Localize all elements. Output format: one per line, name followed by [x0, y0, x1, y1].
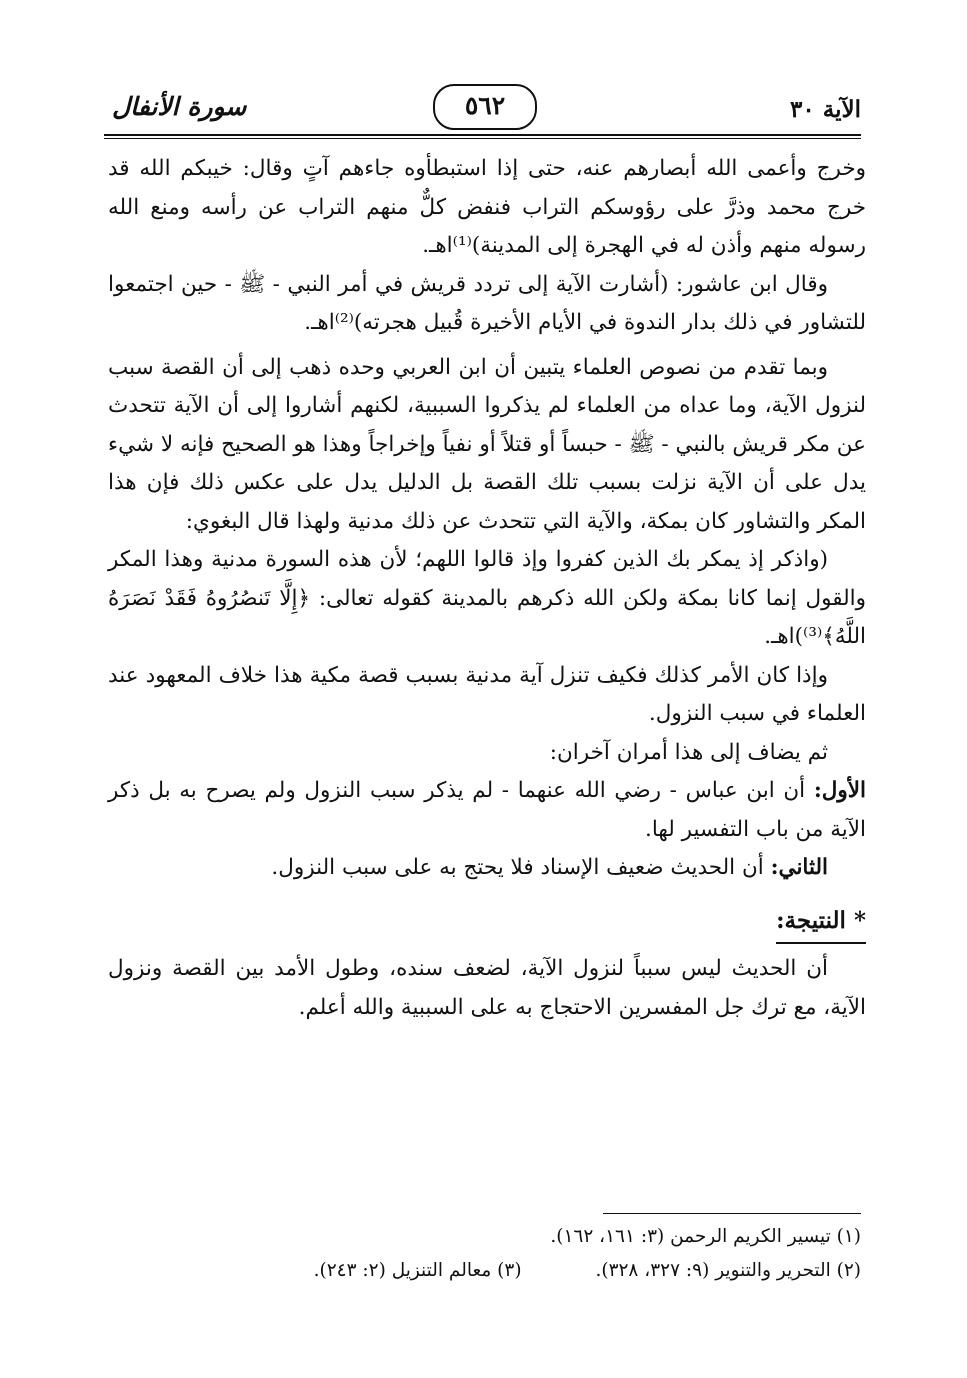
footnote-1: (١) تيسير الكريم الرحمن (٣: ١٦١، ١٦٢).: [550, 1226, 861, 1247]
footnote-row-2: [101, 1256, 861, 1286]
paragraph-1: وخرج وأعمى الله أبصارهم عنه، حتى إذا استبطأوه جاءهم آتٍ وقال: خيبكم الله قد خرج محمد وذرَّ على رؤوسكم التراب فنفض كلٌّ منهم التراب عن رأسه ومنع الله رسوله منهم وأذن له في الهجرة إلى المدينة)⁽¹⁾اهـ.: [108, 156, 866, 258]
result-text: أن الحديث ليس سبباً لنزول الآية، لضعف سنده، وطول الأمد بين القصة ونزول الآية، مع ترك جل المفسرين الاحتجاج به على السببية والله أعلم.: [108, 956, 866, 1020]
footnote-divider: [603, 1213, 861, 1214]
footnote-3: (٣) معالم التنزيل (٢: ٢٤٣).: [313, 1260, 522, 1281]
point-second-text: أن الحديث ضعيف الإسناد فلا يحتج به على سبب النزول.: [271, 855, 764, 880]
paragraph-2: وقال ابن عاشور: (أشارت الآية إلى تردد قريش في أمر النبي - ﷺ - حين اجتمعوا للتشاور في ذلك بدار الندوة في الأيام الأخيرة قُبيل هجرته)⁽²⁾اهـ.: [108, 271, 866, 335]
paragraph-4: (واذكر إذ يمكر بك الذين كفروا وإذ قالوا اللهم؛ لأن هذه السورة مدنية وهذا المكر والقول إنما كانا بمكة ولكن الله ذكرهم بالمدينة كقوله تعالى: ﴿إِلَّا تَنصُرُوهُ فَقَدْ نَصَرَهُ اللَّهُ﴾⁽³⁾)اهـ.: [108, 547, 866, 649]
header-divider: [104, 134, 861, 136]
header-divider-thin: [104, 138, 861, 139]
result-heading-row: [108, 902, 866, 945]
point-first: [108, 772, 866, 849]
paragraph-3: وبما تقدم من نصوص العلماء يتبين أن ابن العربي وحده ذهب إلى أن القصة سبب لنزول الآية، وما عداه من العلماء لم يذكروا السببية، لكنهم أشاروا إلى أن الآية تتحدث عن مكر قريش بالنبي - ﷺ - حبساً أو قتلاً أو نفياً وإخراجاً وهذا هو الصحيح فإنه لا شيء يدل على أن الآية نزلت بسبب تلك القصة بل الدليل يدل على عكس ذلك فإن هذا المكر والتشاور كان بمكة، والآية التي تتحدث عن ذلك مدنية ولهذا قال البغوي:: [107, 354, 866, 534]
point-second: [108, 849, 866, 888]
point-first-label: الأول:: [813, 778, 866, 803]
page-number: ٥٦٢: [433, 84, 537, 130]
footnote-2: (٢) التحرير والتنوير (٩: ٣٢٧، ٣٢٨).: [595, 1260, 861, 1281]
surah-title: سورة الأنفال: [112, 92, 247, 121]
point-first-text: أن ابن عباس - رضي الله عنهما - لم يذكر سبب النزول ولم يصرح به بل ذكر الآية من باب التفسير لها.: [108, 778, 866, 842]
verse-label: الآية ٣٠: [790, 96, 861, 123]
result-heading: * النتيجة:: [776, 902, 866, 945]
paragraph-5: وإذا كان الأمر كذلك فكيف تنزل آية مدنية بسبب قصة مكية هذا خلاف المعهود عند العلماء في سبب النزول.: [108, 662, 866, 726]
point-second-label: الثاني:: [770, 855, 828, 880]
main-text: [108, 150, 866, 1027]
paragraph-6: ثم يضاف إلى هذا أمران آخران:: [549, 739, 828, 765]
